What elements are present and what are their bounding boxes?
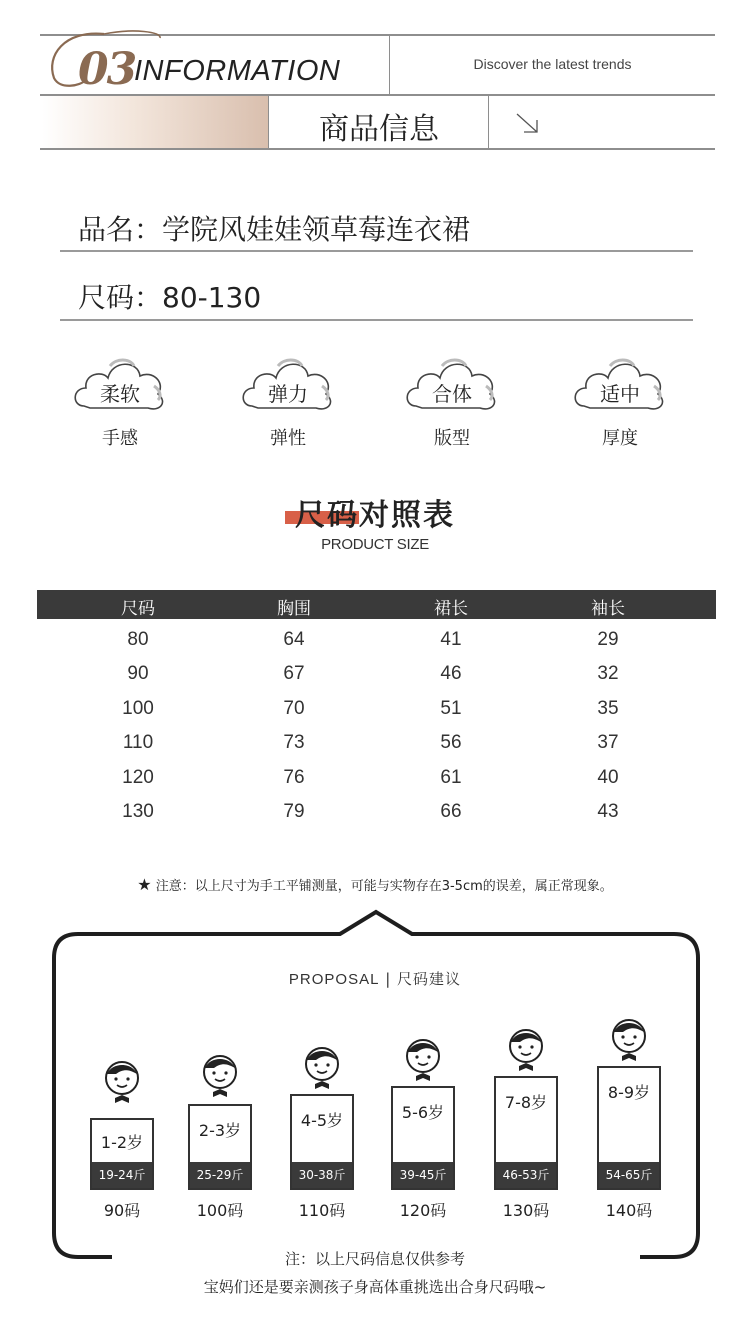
weight-label: 46-53斤 [496,1162,556,1188]
age-label: 8-9岁 [607,1083,651,1102]
child-face-icon [100,1058,144,1104]
table-cell: 64 [283,629,305,650]
feature-caption: 版型 [434,428,470,449]
table-cell: 100 [122,698,154,719]
age-label: 7-8岁 [504,1093,548,1112]
table-cell: 80 [127,629,149,650]
proposal-title-sep: | [379,970,398,988]
age-label: 1-2岁 [100,1133,144,1152]
table-cell: 67 [283,663,305,684]
age-card [188,1104,252,1190]
section-number: 03 [78,44,136,95]
child-face-icon [300,1044,344,1090]
size-chart-subtitle: PRODUCT SIZE [321,536,429,553]
table-cell: 110 [122,732,154,753]
age-card [597,1066,661,1190]
column-header-size: 尺码 [121,599,155,619]
measurement-note-text: 注意：以上尺寸为手工平铺测量，可能与实物存在3-5cm的误差，属正常现象。 [151,879,613,894]
table-cell: 66 [440,801,462,822]
info-rule [60,319,693,321]
age-card [290,1094,354,1190]
proposal-title-en: PROPOSAL [288,971,380,988]
weight-label: 39-45斤 [393,1162,453,1188]
table-cell: 70 [283,698,305,719]
feature-caption: 手感 [102,428,138,449]
section-tagline: Discover the latest trends [473,56,632,72]
feature-label: 柔软 [100,382,140,406]
age-card [90,1118,154,1190]
table-cell: 90 [127,663,149,684]
feature-caption: 弹性 [270,428,306,449]
feature-softness [70,352,170,452]
header-divider [488,94,489,149]
age-card [391,1086,455,1190]
header-divider [268,94,269,149]
size-chart-title: 尺码对照表 [295,498,455,533]
column-header-dress-length: 裙长 [434,599,468,619]
section-title-cn: 商品信息 [319,112,439,147]
table-cell: 61 [440,767,462,788]
table-cell: 56 [440,732,462,753]
feature-label: 适中 [600,382,640,406]
suggested-size: 110码 [298,1201,346,1220]
size-suggestion-card [188,1052,252,1190]
header-gradient-block [42,96,268,148]
age-label: 4-5岁 [300,1111,344,1130]
suggested-size: 90码 [103,1201,141,1220]
weight-label: 25-29斤 [190,1162,250,1188]
header-bottom-rule [40,148,715,150]
reference-note: 注：以上尺码信息仅供参考 [284,1250,465,1268]
measurement-note [0,875,750,894]
feature-elasticity [238,352,338,452]
proposal-title-cn: 尺码建议 [397,970,462,988]
feature-thickness [570,352,670,452]
star-icon: ★ [137,875,152,894]
suggested-size: 130码 [502,1201,550,1220]
info-rule [60,250,693,252]
weight-label: 19-24斤 [92,1162,152,1188]
table-cell: 29 [597,629,619,650]
table-cell: 41 [440,629,462,650]
product-size-range: 尺码：80-130 [78,281,262,314]
child-face-icon [198,1052,242,1098]
table-cell: 46 [440,663,462,684]
feature-label: 合体 [432,382,472,406]
suggested-size: 140码 [605,1201,653,1220]
age-label: 5-6岁 [401,1103,445,1122]
table-cell: 43 [597,801,619,822]
weight-label: 30-38斤 [292,1162,352,1188]
suggested-size: 100码 [196,1201,244,1220]
table-cell: 51 [440,698,462,719]
product-name: 品名：学院风娃娃领草莓连衣裙 [78,213,471,246]
table-cell: 35 [597,698,619,719]
table-cell: 120 [122,767,154,788]
proposal-title [0,968,750,989]
table-cell: 76 [283,767,305,788]
weight-label: 54-65斤 [599,1162,659,1188]
table-cell: 37 [597,732,619,753]
child-face-icon [401,1036,445,1082]
table-cell: 32 [597,663,619,684]
table-cell: 79 [283,801,305,822]
suggested-size: 120码 [399,1201,447,1220]
column-header-chest: 胸围 [277,599,311,619]
age-label: 2-3岁 [198,1121,242,1140]
size-suggestion-card [597,1016,661,1190]
feature-fit [402,352,502,452]
size-suggestion-card [391,1036,455,1190]
child-face-icon [504,1026,548,1072]
size-suggestion-card [90,1058,154,1190]
child-face-icon [607,1016,651,1062]
feature-label: 弹力 [268,382,308,406]
feature-caption: 厚度 [602,428,638,449]
table-cell: 40 [597,767,619,788]
size-table-header [37,590,716,619]
age-card [494,1076,558,1190]
column-header-sleeve-length: 袖长 [591,599,625,619]
section-title: INFORMATION [134,55,341,87]
arrow-down-right-icon [513,111,541,135]
size-suggestion-card [290,1044,354,1190]
measure-advice: 宝妈们还是要亲测孩子身高体重挑选出合身尺码哦~ [203,1278,547,1296]
table-cell: 130 [122,801,154,822]
table-cell: 73 [283,732,305,753]
size-suggestion-card [494,1026,558,1190]
